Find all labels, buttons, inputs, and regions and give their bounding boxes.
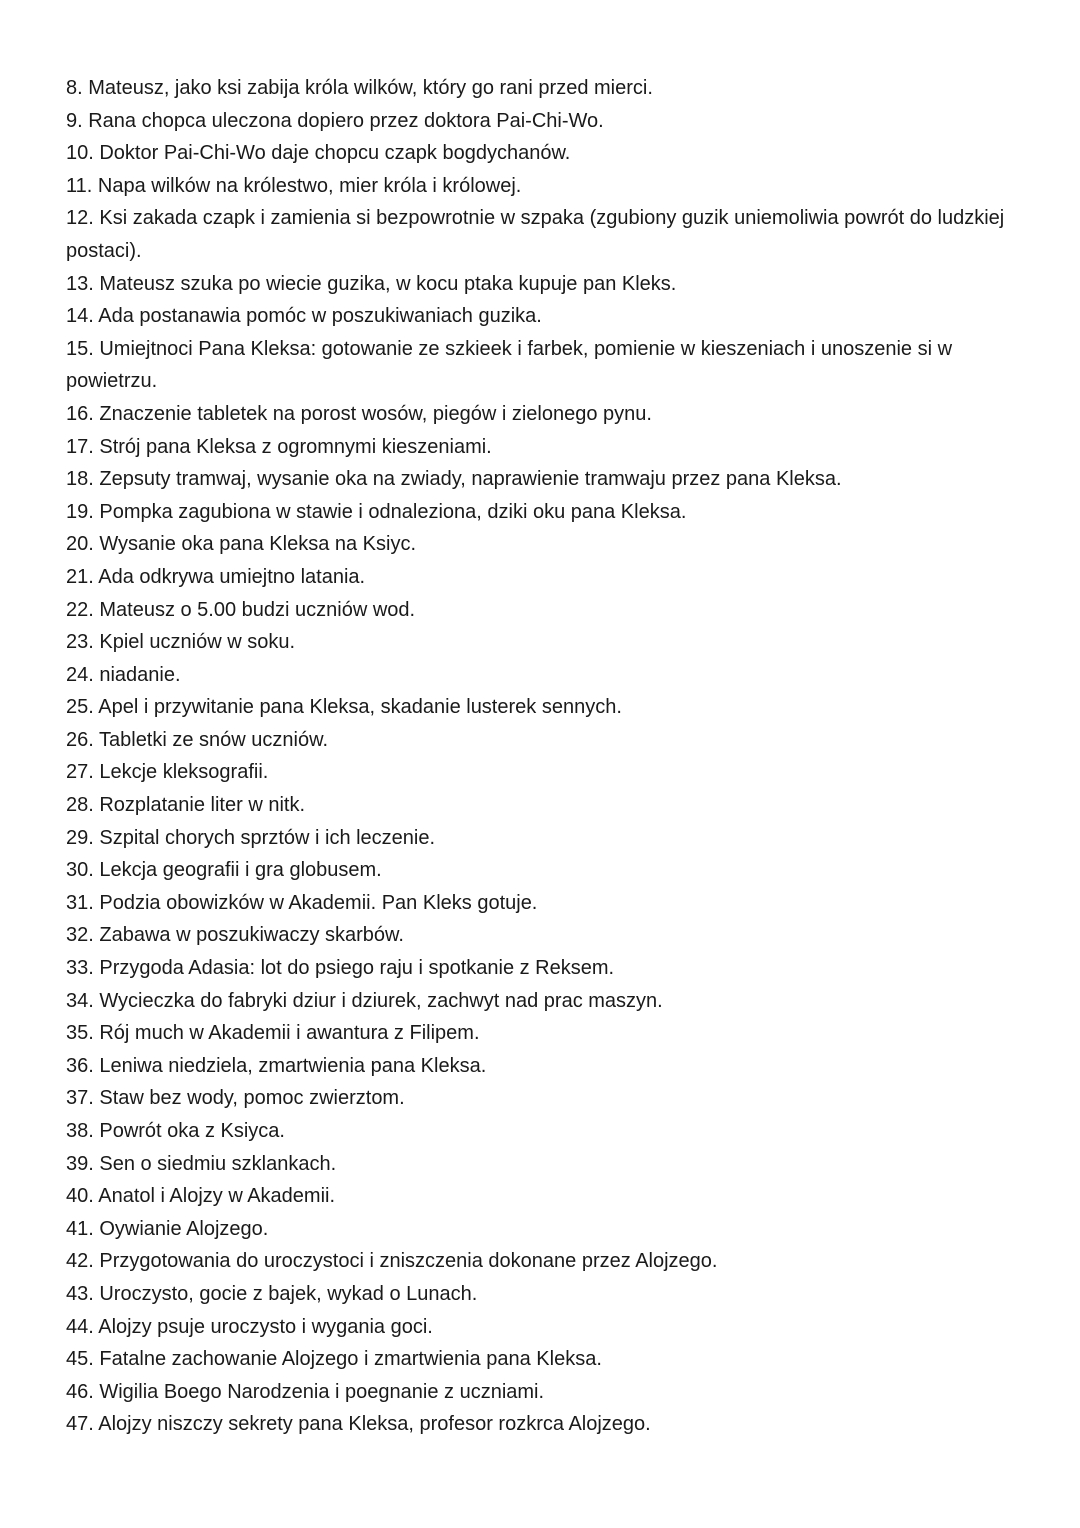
list-item: 20. Wysanie oka pana Kleksa na Ksiyc.	[66, 533, 417, 556]
list-item: 32. Zabawa w poszukiwaczy skarbów.	[66, 924, 404, 947]
list-item: 25. Apel i przywitanie pana Kleksa, skadanie lusterek sennych.	[66, 696, 622, 719]
list-item: 43. Uroczysto, gocie z bajek, wykad o Lunach.	[66, 1282, 478, 1305]
list-item: 47. Alojzy niszczy sekrety pana Kleksa, profesor rozkrca Alojzego.	[66, 1413, 651, 1436]
list-item: 22. Mateusz o 5.00 budzi uczniów wod.	[66, 598, 416, 621]
list-item: 30. Lekcja geografii i gra globusem.	[66, 859, 382, 882]
list-item: 39. Sen o siedmiu szklankach.	[66, 1152, 337, 1175]
list-item: 10. Doktor Pai-Chi-Wo daje chopcu czapk bogdychanów.	[66, 142, 571, 165]
list-item: 33. Przygoda Adasia: lot do psiego raju i spotkanie z Reksem.	[66, 957, 615, 980]
list-item: 15. Umiejtnoci Pana Kleksa: gotowanie ze szkieek i farbek, pomienie w kieszeniach i unoszenie si w powietrzu.	[66, 337, 953, 393]
list-item: 45. Fatalne zachowanie Alojzego i zmartwienia pana Kleksa.	[66, 1348, 602, 1371]
list-item: 34. Wycieczka do fabryki dziur i dziurek, zachwyt nad prac maszyn.	[66, 989, 663, 1012]
list-item: 24. niadanie.	[66, 663, 181, 686]
document-page	[66, 72, 1016, 1441]
list-item: 21. Ada odkrywa umiejtno latania.	[66, 565, 366, 588]
list-item: 8. Mateusz, jako ksi zabija króla wilków, który go rani przed mierci.	[66, 77, 653, 99]
list-item: 9. Rana chopca uleczona dopiero przez doktora Pai-Chi-Wo.	[66, 109, 604, 132]
list-item: 46. Wigilia Boego Narodzenia i poegnanie z uczniami.	[66, 1380, 545, 1403]
list-item: 13. Mateusz szuka po wiecie guzika, w kocu ptaka kupuje pan Kleks.	[66, 272, 677, 295]
list-item: 19. Pompka zagubiona w stawie i odnaleziona, dziki oku pana Kleksa.	[66, 500, 687, 523]
list-item: 44. Alojzy psuje uroczysto i wygania goci.	[66, 1315, 433, 1338]
list-item: 42. Przygotowania do uroczystoci i zniszczenia dokonane przez Alojzego.	[66, 1250, 718, 1273]
list-item: 18. Zepsuty tramwaj, wysanie oka na zwiady, naprawienie tramwaju przez pana Kleksa.	[66, 468, 842, 491]
list-item: 36. Leniwa niedziela, zmartwienia pana Kleksa.	[66, 1054, 487, 1077]
list-item: 40. Anatol i Alojzy w Akademii.	[66, 1185, 336, 1208]
list-item: 23. Kpiel uczniów w soku.	[66, 631, 296, 654]
list-item: 11. Napa wilków na królestwo, mier króla i królowej.	[66, 174, 522, 197]
list-item: 41. Oywianie Alojzego.	[66, 1217, 269, 1240]
list-item: 12. Ksi zakada czapk i zamienia si bezpowrotnie w szpaka (zgubiony guzik uniemoliwia powrót do ludzkiej postaci).	[66, 207, 1005, 262]
list-item: 16. Znaczenie tabletek na porost wosów, piegów i zielonego pynu.	[66, 402, 652, 425]
list-item: 38. Powrót oka z Ksiyca.	[66, 1120, 285, 1142]
list-item: 31. Podzia obowizków w Akademii. Pan Kleks gotuje.	[66, 891, 538, 914]
list-item: 14. Ada postanawia pomóc w poszukiwaniach guzika.	[66, 305, 542, 328]
list-item: 35. Rój much w Akademii i awantura z Filipem.	[66, 1022, 480, 1045]
list-item: 27. Lekcje kleksografii.	[66, 761, 269, 784]
list-item: 28. Rozplatanie liter w nitk.	[66, 794, 306, 817]
list-item: 37. Staw bez wody, pomoc zwierztom.	[66, 1087, 405, 1110]
list-item: 17. Strój pana Kleksa z ogromnymi kieszeniami.	[66, 435, 492, 458]
list-item: 26. Tabletki ze snów uczniów.	[66, 728, 329, 751]
list-item: 29. Szpital chorych sprztów i ich leczenie.	[66, 826, 436, 849]
